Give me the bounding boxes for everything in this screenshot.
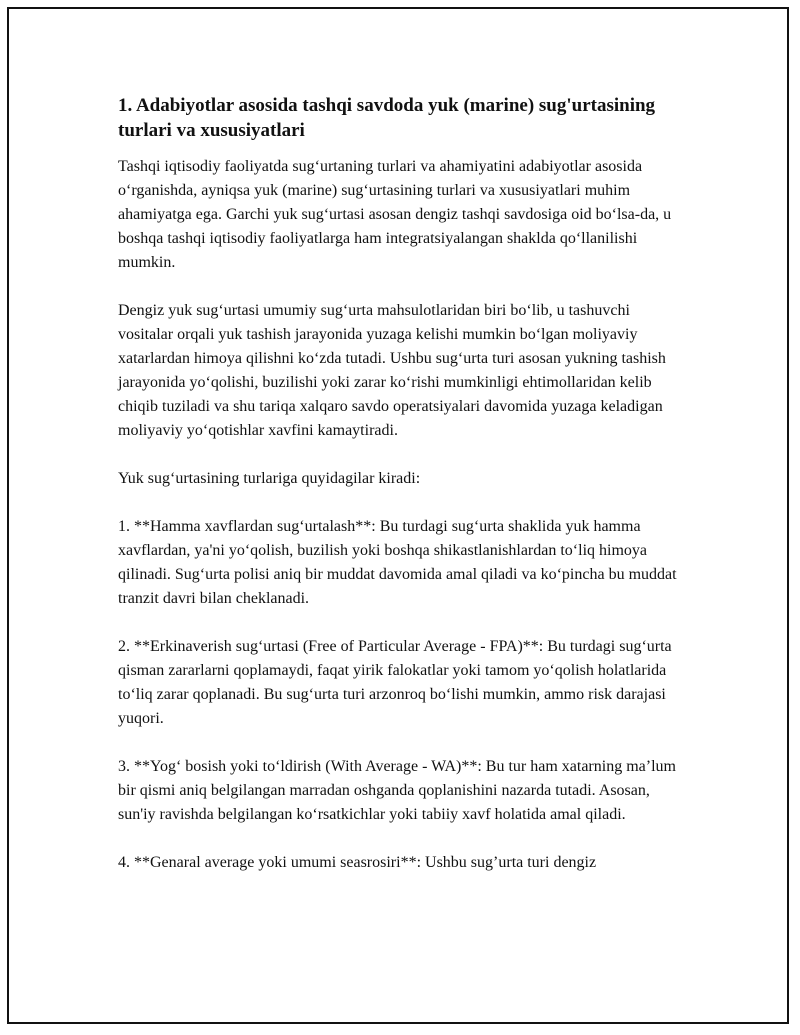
- section-heading: 1. Adabiyotlar asosida tashqi savdoda yuk (marine) sug'urtasining turlari va xususiyatlari: [118, 95, 656, 141]
- list-item-all-risks: 1. **Hamma xavflardan sug‘urtalash**: Bu turdagi sug‘urta shaklida yuk hamma xavflardan, ya'ni yo‘qolish, buzilish yoki boshqa shikastlanishlardan to‘liq himoya qilinadi. Sug‘urta polisi aniq bir muddat davomida amal qiladi va ko‘pincha bu muddat tranzit davri bilan cheklanadi.: [118, 518, 677, 607]
- document-body: [118, 93, 686, 899]
- paragraph-types-intro: Yuk sug‘urtasining turlariga quyidagilar kiradi:: [118, 470, 421, 487]
- list-item-wa: 3. **Yog‘ bosish yoki to‘ldirish (With Average - WA)**: Bu tur ham xatarning ma’lum bir qismi aniq belgilangan marradan oshganda qoplanishini nazarda tutadi. Asosan, sun'iy ravishda belgilangan ko‘rsatkichlar yoki tabiiy xavf holatida amal qiladi.: [118, 758, 676, 823]
- list-item-fpa: 2. **Erkinaverish sug‘urtasi (Free of Particular Average - FPA)**: Bu turdagi sug‘urta qisman zararlarni qoplamaydi, faqat yirik falokatlar yoki tamom yo‘qolish holatlarida to‘liq zarar qoplanadi. Bu sug‘urta turi arzonroq bo‘lishi mumkin, ammo risk darajasi yuqori.: [118, 638, 672, 727]
- list-item-general-average: 4. **Genaral average yoki umumi seasrosiri**: Ushbu sug’urta turi dengiz: [118, 854, 597, 871]
- paragraph-marine-cargo: Dengiz yuk sug‘urtasi umumiy sug‘urta mahsulotlaridan biri bo‘lib, u tashuvchi vositalar orqali yuk tashish jarayonida yuzaga kelishi mumkin bo‘lgan moliyaviy xatarlardan himoya qilishni ko‘zda tutadi. Ushbu sug‘urta turi asosan yukning tashish jarayonida yo‘qolishi, buzilishi yoki zarar ko‘rishi mumkinligi ehtimollaridan kelib chiqib tuziladi va shu tariqa xalqaro savdo operatsiyalari davomida yuzaga keladigan moliyaviy yo‘qotishlar xavfini kamaytiradi.: [118, 302, 666, 439]
- paragraph-intro: Tashqi iqtisodiy faoliyatda sug‘urtaning turlari va ahamiyatini adabiyotlar asosida o‘rganishda, ayniqsa yuk (marine) sug‘urtasining turlari va xususiyatlari muhim ahamiyatga ega. Garchi yuk sug‘urtasi asosan dengiz tashqi savdosiga oid bo‘lsa-da, u boshqa tashqi iqtisodiy faoliyatlarga ham integratsiyalangan shaklda qo‘llanilishi mumkin.: [118, 158, 672, 271]
